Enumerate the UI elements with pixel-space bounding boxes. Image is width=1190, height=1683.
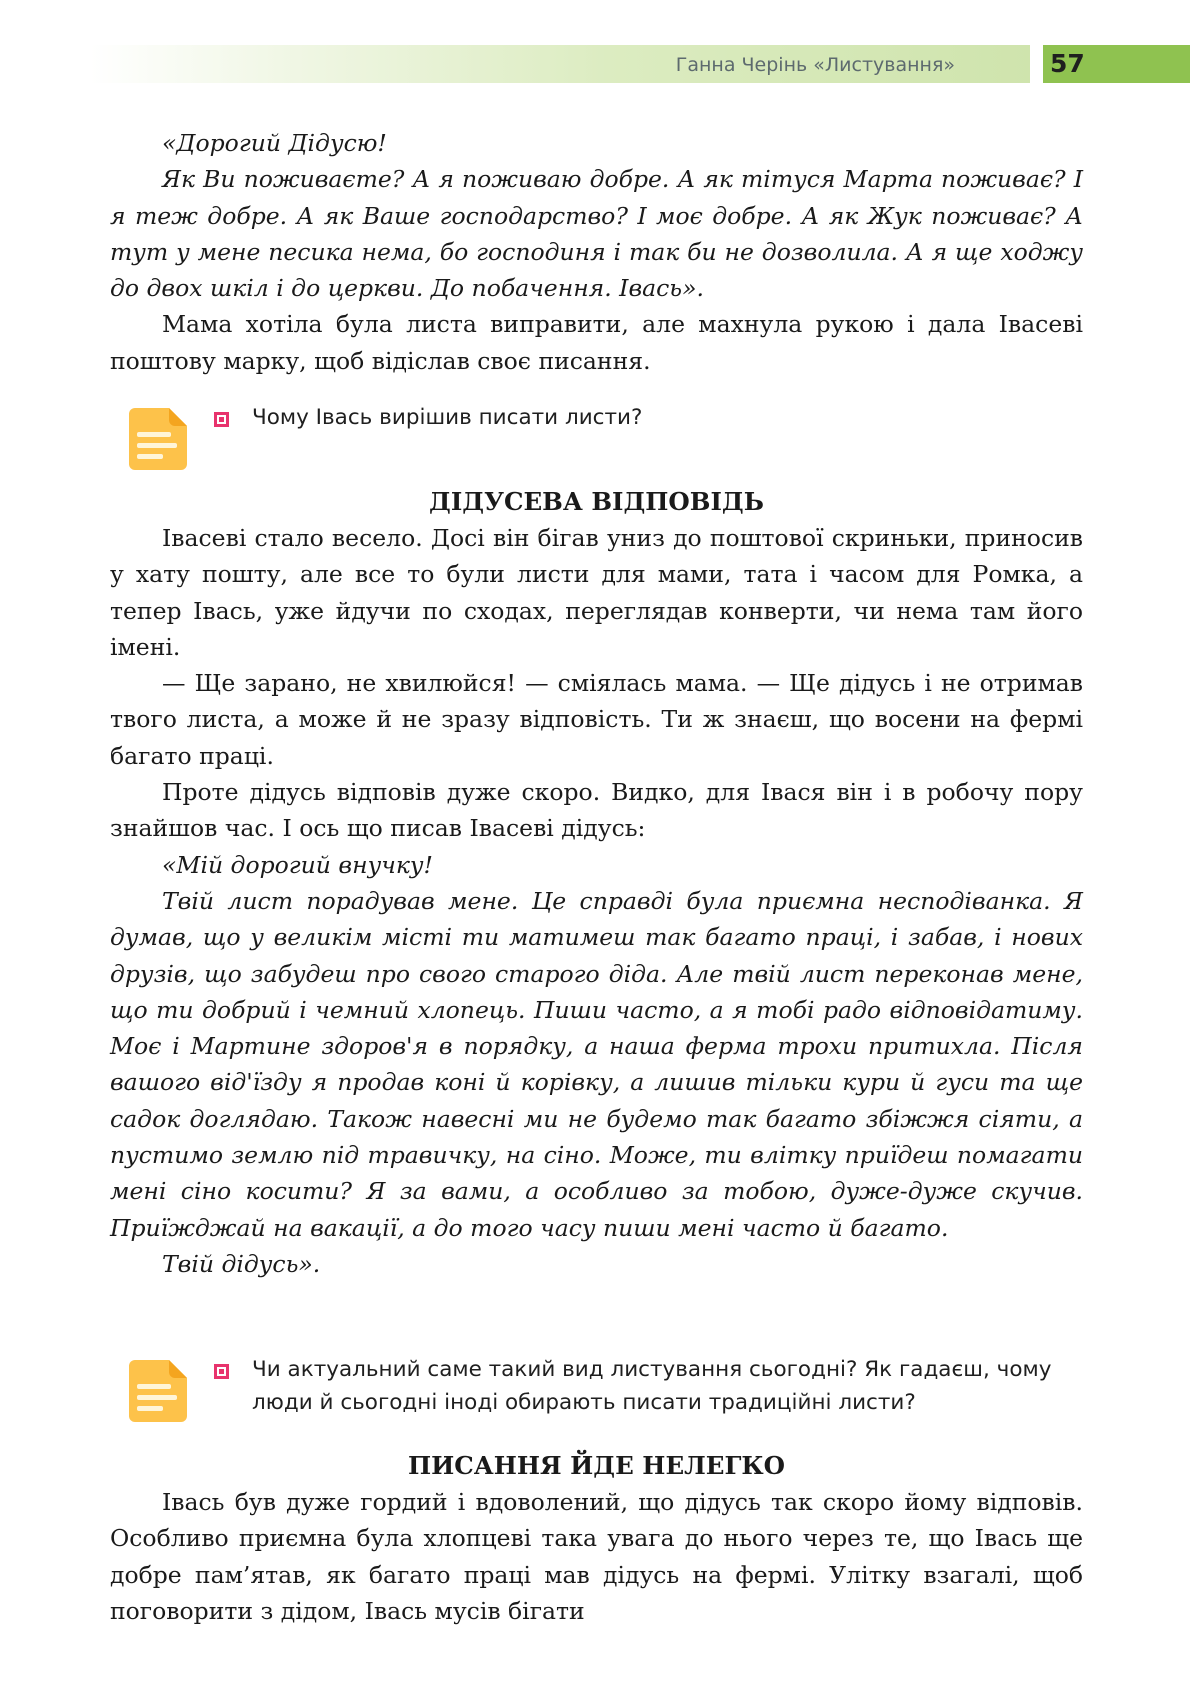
running-header-title: Ганна Черінь «Листування»: [675, 54, 955, 76]
bullet-marker: [214, 1364, 229, 1379]
question-text: Чи актуальний саме такий вид листування сьогодні? Як гадаєш, чому люди й сьогодні іноді обирають писати традиційні листи?: [252, 1357, 1052, 1415]
question-text: Чому Івась вирішив писати листи?: [252, 405, 643, 430]
paragraph: — Ще зарано, не хвилюйся! — сміялась мама. — Ще дідусь і не отримав твого листа, а може й не зразу відповість. Ти ж знаєш, що восени на фермі багато праці.: [110, 669, 1083, 770]
section-grandpa-reply: [110, 484, 1083, 1282]
document-icon: [125, 1358, 191, 1424]
paragraph: Проте дідусь відповів дуже скоро. Видко, для Івася він і в робочу пору знайшов час. І ось що писав Івасеві дідусь:: [110, 778, 1083, 843]
section-heading: ПИСАННЯ ЙДЕ НЕЛЕГКО: [407, 1451, 785, 1480]
bullet-marker: [214, 412, 229, 427]
page-number: 57: [1050, 49, 1085, 78]
section-heading: ДІДУСЕВА ВІДПОВІДЬ: [429, 487, 764, 516]
letter-greeting: «Дорогий Дідусю!: [162, 129, 387, 157]
letter-body: Твій лист порадував мене. Це справді була приємна несподіванка. Я думав, що у великім місті ти матимеш так багато праці, і забав, і нових друзів, що забудеш про свого старого діда. Але твій лист переконав мене, що ти добрий і чемний хлопець. Пиши часто, а я тобі радо відповідатиму. Моє і Мартине здоров'я в порядку, а наша ферма трохи притихла. Після вашого від'їзду я продав коні й корівку, а лишив тільки кури й гуси та ще садок доглядаю. Також навесні ми не будемо так багато збіжжя сіяти, а пустимо землю під травичку, на сіно. Може, ти влітку приїдеш помагати мені сіно косити? Я за вами, а особливо за тобою, дуже-дуже скучив. Приїжджай на вакації, а до того часу пиши мені часто й багато.: [110, 886, 1083, 1242]
paragraph: Івась був дуже гордий і вдоволений, що дідусь так скоро йому відповів. Особливо приємна була хлопцеві така увага до нього через те, що Івась ще добре пам’ятав, як багато праці мав дідусь на фермі. Улітку взагалі, щоб поговорити з дідом, Івась мусів бігати: [110, 1488, 1083, 1625]
letter-greeting: «Мій дорогий внучку!: [162, 850, 433, 879]
letter-body: Як Ви поживаєте? А я поживаю добре. А як тітуся Марта поживає? І я теж добре. А як Ваше господарство? І моє добре. А як Жук поживає? А тут у мене песика нема, бо господиня і так би не дозволила. А я ще ходжу до двох шкіл і до церкви. До побачення. Івась».: [110, 165, 1083, 303]
letter-signature: Твій дідусь».: [162, 1249, 321, 1278]
letter-block: [110, 125, 1083, 379]
document-icon: [125, 406, 191, 472]
paragraph: Івасеві стало весело. Досі він бігав униз до поштової скриньки, приносив у хату пошту, але все то були листи для мами, тата і часом для Ромка, а тепер Івась, уже йдучи по сходах, переглядав конверти, чи нема там його імені.: [110, 524, 1083, 661]
paragraph: Мама хотіла була листа виправити, але махнула рукою і дала Івасеві поштову марку, щоб відіслав своє писання.: [110, 310, 1083, 375]
section-writing-hard: [110, 1448, 1083, 1629]
